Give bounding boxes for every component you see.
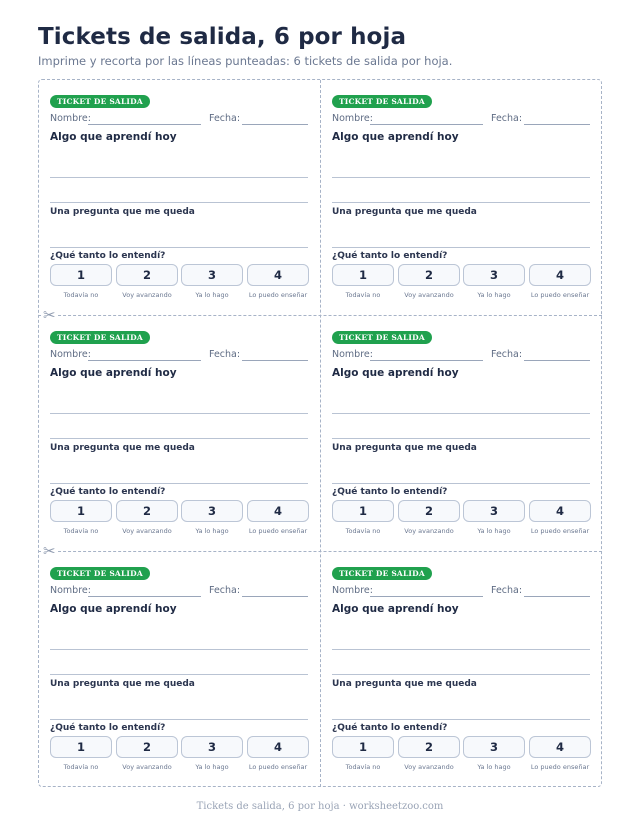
name-field[interactable] [370,596,483,597]
question-heading: Una pregunta que me queda [332,679,477,689]
date-field[interactable] [524,124,590,125]
rating-button-2[interactable]: 2 [398,736,460,758]
rating-caption: Voy avanzando [122,527,172,535]
ticket-badge: TICKET DE SALIDA [50,567,150,580]
scissors-icon: ✂ [43,306,56,324]
ticket-fields [332,113,590,127]
rating-caption: Todavía no [345,291,381,299]
rating-button-3[interactable]: 3 [181,736,243,758]
name-label: Nombre: [332,113,373,124]
exit-ticket [50,316,308,538]
rating-button-3[interactable]: 3 [181,264,243,286]
rating-caption: Lo puedo enseñar [530,527,590,535]
writing-line[interactable] [50,483,308,484]
ticket-badge: TICKET DE SALIDA [50,95,150,108]
ticket-fields [332,585,590,599]
ticket-fields [50,349,308,363]
rating-caption: Ya lo hago [477,291,511,299]
rating-heading: ¿Qué tanto lo entendí? [50,723,166,733]
writing-line[interactable] [332,247,590,248]
rating-caption: Todavía no [345,527,381,535]
rating-button-4[interactable]: 4 [247,500,309,522]
writing-line[interactable] [50,177,308,178]
rating-button-1[interactable]: 1 [50,736,112,758]
rating-button-4[interactable]: 4 [529,736,591,758]
name-label: Nombre: [332,585,373,596]
date-field[interactable] [242,360,308,361]
writing-line[interactable] [50,438,308,439]
date-field[interactable] [524,596,590,597]
rating-heading: ¿Qué tanto lo entendí? [50,487,166,497]
rating-caption: Lo puedo enseñar [248,527,308,535]
date-label: Fecha: [491,585,523,596]
exit-ticket [332,80,590,302]
rating-button-2[interactable]: 2 [116,500,178,522]
rating-caption: Todavía no [63,291,99,299]
rating-button-2[interactable]: 2 [398,264,460,286]
question-heading: Una pregunta que me queda [50,443,195,453]
rating-caption: Lo puedo enseñar [530,763,590,771]
rating-button-4[interactable]: 4 [529,500,591,522]
question-heading: Una pregunta que me queda [332,443,477,453]
rating-caption: Todavía no [63,763,99,771]
learned-heading: Algo que aprendí hoy [50,603,177,615]
rating-caption: Ya lo hago [195,763,229,771]
writing-line[interactable] [332,719,590,720]
rating-button-3[interactable]: 3 [463,264,525,286]
rating-button-4[interactable]: 4 [247,264,309,286]
rating-caption: Voy avanzando [122,763,172,771]
writing-line[interactable] [50,202,308,203]
name-label: Nombre: [332,349,373,360]
name-label: Nombre: [50,585,91,596]
question-heading: Una pregunta que me queda [50,679,195,689]
rating-button-1[interactable]: 1 [332,500,394,522]
rating-button-1[interactable]: 1 [50,264,112,286]
name-label: Nombre: [50,113,91,124]
exit-ticket [50,80,308,302]
ticket-badge: TICKET DE SALIDA [332,331,432,344]
writing-line[interactable] [50,719,308,720]
writing-line[interactable] [50,247,308,248]
rating-button-3[interactable]: 3 [463,500,525,522]
rating-caption: Lo puedo enseñar [248,763,308,771]
name-label: Nombre: [50,349,91,360]
date-label: Fecha: [209,113,241,124]
rating-caption: Voy avanzando [404,291,454,299]
ticket-fields [50,113,308,127]
name-field[interactable] [88,124,201,125]
rating-button-3[interactable]: 3 [181,500,243,522]
writing-line[interactable] [50,413,308,414]
rating-button-2[interactable]: 2 [116,264,178,286]
exit-ticket [332,552,590,774]
rating-button-1[interactable]: 1 [332,264,394,286]
name-field[interactable] [370,124,483,125]
vertical-cut-line [320,80,321,787]
writing-line[interactable] [50,649,308,650]
rating-button-2[interactable]: 2 [116,736,178,758]
writing-line[interactable] [332,649,590,650]
scissors-icon: ✂ [43,542,56,560]
learned-heading: Algo que aprendí hoy [332,603,459,615]
question-heading: Una pregunta que me queda [50,207,195,217]
writing-line[interactable] [332,177,590,178]
rating-heading: ¿Qué tanto lo entendí? [50,251,166,261]
ticket-badge: TICKET DE SALIDA [332,95,432,108]
rating-heading: ¿Qué tanto lo entendí? [332,251,448,261]
rating-caption: Todavía no [63,527,99,535]
rating-caption: Ya lo hago [195,527,229,535]
writing-line[interactable] [50,674,308,675]
rating-button-3[interactable]: 3 [463,736,525,758]
date-field[interactable] [242,596,308,597]
writing-line[interactable] [332,413,590,414]
rating-button-4[interactable]: 4 [247,736,309,758]
page-title: Tickets de salida, 6 por hoja [38,24,407,50]
rating-caption: Ya lo hago [195,291,229,299]
rating-button-4[interactable]: 4 [529,264,591,286]
rating-caption: Ya lo hago [477,527,511,535]
writing-line[interactable] [332,674,590,675]
date-label: Fecha: [491,113,523,124]
name-field[interactable] [88,596,201,597]
rating-caption: Ya lo hago [477,763,511,771]
learned-heading: Algo que aprendí hoy [50,131,177,143]
page-subtitle: Imprime y recorta por las líneas punteadas: 6 tickets de salida por hoja. [38,54,453,68]
date-label: Fecha: [209,349,241,360]
rating-caption: Voy avanzando [404,527,454,535]
rating-caption: Lo puedo enseñar [530,291,590,299]
rating-heading: ¿Qué tanto lo entendí? [332,723,448,733]
exit-ticket [332,316,590,538]
date-label: Fecha: [209,585,241,596]
rating-heading: ¿Qué tanto lo entendí? [332,487,448,497]
date-field[interactable] [242,124,308,125]
exit-ticket [50,552,308,774]
date-label: Fecha: [491,349,523,360]
rating-caption: Voy avanzando [404,763,454,771]
ticket-badge: TICKET DE SALIDA [332,567,432,580]
name-field[interactable] [88,360,201,361]
rating-button-2[interactable]: 2 [398,500,460,522]
ticket-fields [332,349,590,363]
rating-caption: Voy avanzando [122,291,172,299]
writing-line[interactable] [332,483,590,484]
question-heading: Una pregunta que me queda [332,207,477,217]
rating-caption: Lo puedo enseñar [248,291,308,299]
page-footer: Tickets de salida, 6 por hoja · worksheetzoo.com [196,801,444,812]
writing-line[interactable] [332,202,590,203]
date-field[interactable] [524,360,590,361]
rating-button-1[interactable]: 1 [50,500,112,522]
name-field[interactable] [370,360,483,361]
ticket-fields [50,585,308,599]
learned-heading: Algo que aprendí hoy [332,131,459,143]
learned-heading: Algo que aprendí hoy [50,367,177,379]
writing-line[interactable] [332,438,590,439]
learned-heading: Algo que aprendí hoy [332,367,459,379]
ticket-badge: TICKET DE SALIDA [50,331,150,344]
rating-button-1[interactable]: 1 [332,736,394,758]
rating-caption: Todavía no [345,763,381,771]
